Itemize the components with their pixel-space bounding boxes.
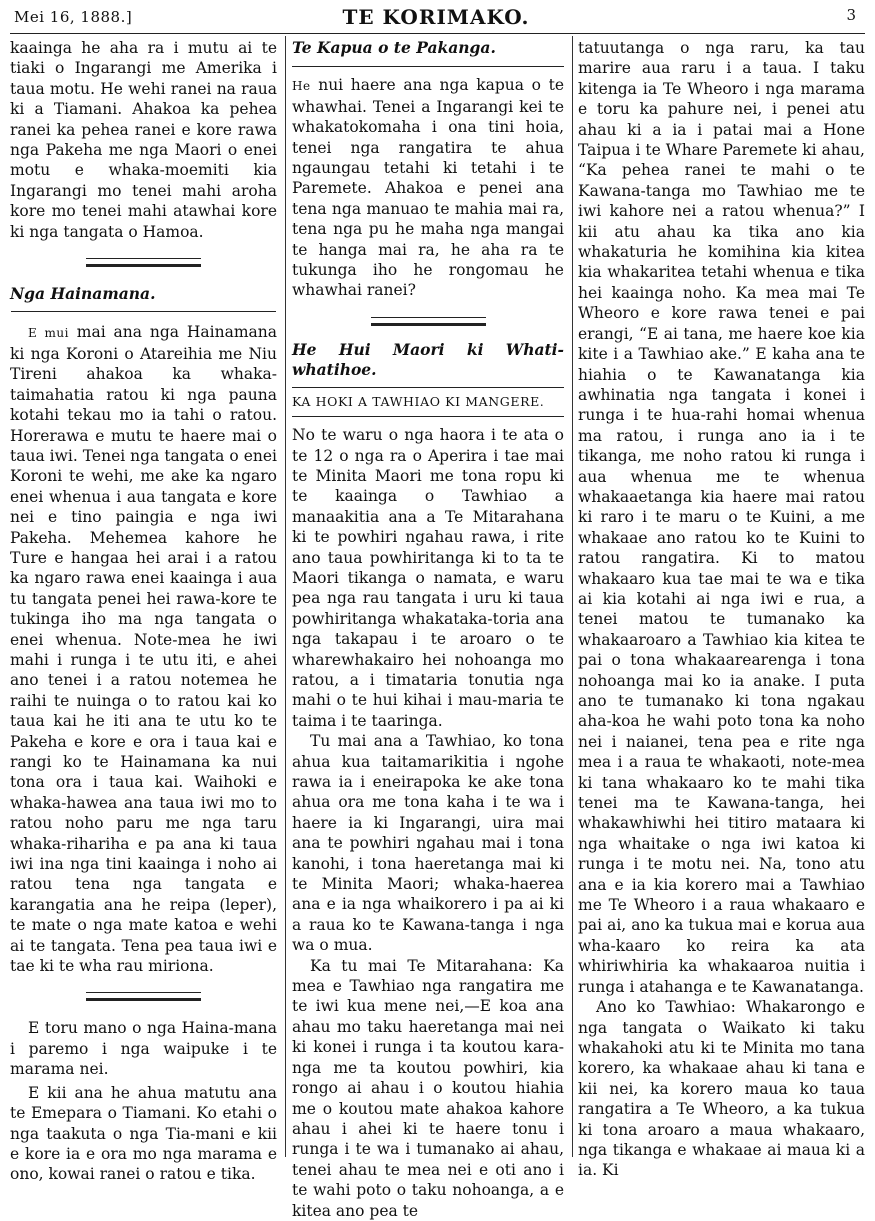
article-subheading: KA HOKI A TAWHIAO KI MANGERE. bbox=[292, 393, 545, 409]
article-paragraph: E mui mai ana nga Hainamana ki nga Koroni o Atareihia me Niu Tireni ahakoa ka whaka-taimahatia ratou ki nga pauna kotahi tekau mo ia tahi o ratou. Horerawa e mutu te haere mai o taua iwi. Tenei nga tangata o enei Koroni te wehi, me ake ka ngaro enei whenua i aua tangata e kore nei e tino paingia e nga iwi Pakeha. Mehemea kahore he Ture e hangaa hei arai i a ratou ka ngaro rawa enei kaainga i aua tu tangata penei hei rawa-kore te tukinga iho ma nga tangata o enei whenua. Note-mea he iwi mahi i runga i te utu iti, e ahei ano tenei i a ratou notemea he raihi te nuinga o to ratou kai ko taua kai he iti ana te utu ko te Pakeha e kore e ora i taua kai e rangi ko te Hainamana ka nui tona ora i taua kai. Waihoki e whaka-hawea ana taua iwi mo to ratou noho paru me nga taru whaka-rihariha e pa ana ki taua iwi ina nga tini kaainga i noho ai ratou tena nga tangata e karangatia ana he reipa (leper), te mate o nga mate katoa e wehi ai te tangata. Tena pea taua iwi e tae ki te wha rau miriona. bbox=[10, 323, 277, 976]
column-3 bbox=[578, 38, 865, 1181]
article-paragraph: E toru mano o nga Haina-mana i paremo i nga waipuke i te marama nei. bbox=[10, 1019, 277, 1079]
column-rule-1 bbox=[285, 36, 286, 1157]
article-heading: Te Kapua o te Pakanga. bbox=[292, 38, 496, 57]
article-paragraph: Tu mai ana a Tawhiao, ko tona ahua kua taitamarikitia i ngohe rawa ia i eneirapoka ke ake tona ahua ora me tona kaha i te wa i haere ia ki Ingarangi, uira mai ana te powhiri ngahau mai i tona kanohi, i tona haeretanga mai ki te Minita Maori; whaka-haerea ana e ia nga whaikorero i pa ai ki a raua ko te Kawana-tanga i nga wa o mua. bbox=[292, 732, 564, 955]
article-heading: He Hui Maori ki Whati-whatihoe. bbox=[292, 339, 564, 380]
article-paragraph: He nui haere ana nga kapua o te whawhai. Tenei a Ingarangi kei te whakatokomaha i ona tini hoia, tenei nga rangatira te ahua ngaungau tetahi ki tetahi i te Paremete. Ahakoa e penei ana tena nga manuao te mahia mai ra, tena nga pu he maha nga mangai te hanga mai ra, he aha ra te tukunga iho he rongomau he whawhai ranei? bbox=[292, 76, 564, 300]
column-rule-2 bbox=[572, 36, 573, 1157]
section-divider bbox=[86, 258, 201, 267]
lead-capitals: E mui bbox=[28, 326, 69, 341]
article-paragraph: Ano ko Tawhiao: Whakarongo e nga tangata o Waikato ki taku whakahoki atu ki te Minita mo tana korero, ka whakaae ahau ki tana e kii nei, ka korero maua ko taua rangatira a Te Wheoro, a ka tukua ki tona aroaro a maua whakaaro, nga tikanga e whakaae ai maua ki a ia. Ki bbox=[578, 998, 865, 1180]
article-heading: Nga Hainamana. bbox=[10, 284, 156, 304]
column-2 bbox=[292, 38, 564, 1221]
newspaper-title: TE KORIMAKO. bbox=[342, 5, 530, 29]
section-divider bbox=[86, 992, 201, 1001]
issue-date: Mei 16, 1888.] bbox=[14, 8, 133, 26]
section-divider bbox=[371, 317, 486, 326]
article-paragraph: tatuutanga o nga raru, ka tau marire aua raru i a taua. I taku kitenga ia Te Wheoro i nga marama e toru ka pahure nei, i penei atu ahau ki a ia i patai mai a Hone Taipua i te Whare Paremete ki ahau, “Ka pehea ranei te mahi o te Kawana-tanga mo Tawhiao me te iwi kahore nei a ratou whenua?” I kii atu ahau ka tika ano kia whakaturia he komihina kia kitea kia whakaritea tetahi whenua e tika hei kaainga noho. Ka mea mai Te Wheoro e kore rawa tenei e pai erangi, “E ai tana, me haere koe kia kite i a Tawhiao ake.” E kaha ana te hiahia o te Kawanatanga kia awhinatia nga tangata i konei i runga i te hua-rahi homai whenua ma ratou, i runga ano ia i te tikanga, me noho ratou ki runga i aua whenua me te whenua whakaaetanga kia haere mai ratou ki raro i te maru o te Kuini, a me whakaae ano ratou ko te Kuini to ratou rangatira. Ki to matou whakaaro kua tae mai te wa e tika ai kia kotahi ai nga iwi e rua, a tenei matou te tumanako ka whakaaroaro a Tawhiao kia kitea te pai o tona whakaarearenga i tona nohoanga mai ko ia anake. I puta ano te tumanako ki tona ngakau aha-koa he wahi poto tona ka noho nei i naianei, tena pea e rite nga mea i a raua te whakaoti, note-mea ki tana whakaaro ko te mahi tika tenei ma te Kawana-tanga, hei whakawhiwhi hei titiro mataara ki nga whaitake o nga iwi katoa ki runga i te motu nei. Na, tono atu ana e ia kia korero mai a Tawhiao me Te Wheoro i a raua whakaaro e pai ai, ano ka tukua mai e korua aua wha-kaaro ko reira ka ata whiriwhiria ka whakaaroa nuitia i runga i atahanga e te Kawanatanga. bbox=[578, 39, 865, 996]
article-paragraph: kaainga he aha ra i mutu ai te tiaki o Ingarangi me Amerika i taua motu. He wehi ranei na raua ki a Tiamani. Ahakoa ka pehea ranei ka pehea ranei e kore rawa nga Pakeha me nga Maori o enei motu e whaka-moemiti kia Ingarangi mo tenei mahi aroha kore mo tenei mahi atawhai kore ki nga tangata o Hamoa. bbox=[10, 39, 277, 241]
page-header bbox=[10, 4, 862, 30]
header-rule bbox=[10, 33, 865, 34]
page-number: 3 bbox=[846, 6, 856, 24]
article-paragraph: Ka tu mai Te Mitarahana: Ka mea e Tawhiao nga rangatira me te iwi kua mene nei,—E koa ana ahau mo taku haeretanga mai nei ki konei i runga i ta koutou kara-nga me ta koutou powhiri, kia rongo ai ahau i o koutou hiahia me o koutou mate ahakoa kahore ahau i ahei ki te haere tonu i runga i te wa i tumanako ai ahau, tenei ahau te mea nei e oti ano i te wahi poto o taku nohoanga, a e kitea ano pea te bbox=[292, 956, 564, 1220]
article-paragraph: No te waru o nga haora i te ata o te 12 o nga ra o Aperira i tae mai te Minita Maori me tona ropu ki te kaainga o Tawhiao a manaakitia ana a Te Mitarahana ki te powhiri ngahau rawa, i rite ano taua powhiritanga ki to ta te Maori tikanga o namata, e waru pea nga rau tangata i uru ki taua powhiritanga whakataka-toria ana nga takapau i te aroaro o te wharewhakairo hei nohoanga mo ratou, a i timataria tonutia nga mahi o te hui kihai i mau-maria te taima i te taaringa. bbox=[292, 426, 564, 730]
article-paragraph: E kii ana he ahua matutu ana te Emepara o Tiamani. Ko etahi o nga taakuta o nga Tia-mani e kii e kore ia e ora mo nga marama e ono, kowai ranei o ratou e tika. bbox=[10, 1083, 277, 1184]
column-1 bbox=[10, 38, 277, 1185]
lead-capitals: He bbox=[292, 79, 311, 94]
